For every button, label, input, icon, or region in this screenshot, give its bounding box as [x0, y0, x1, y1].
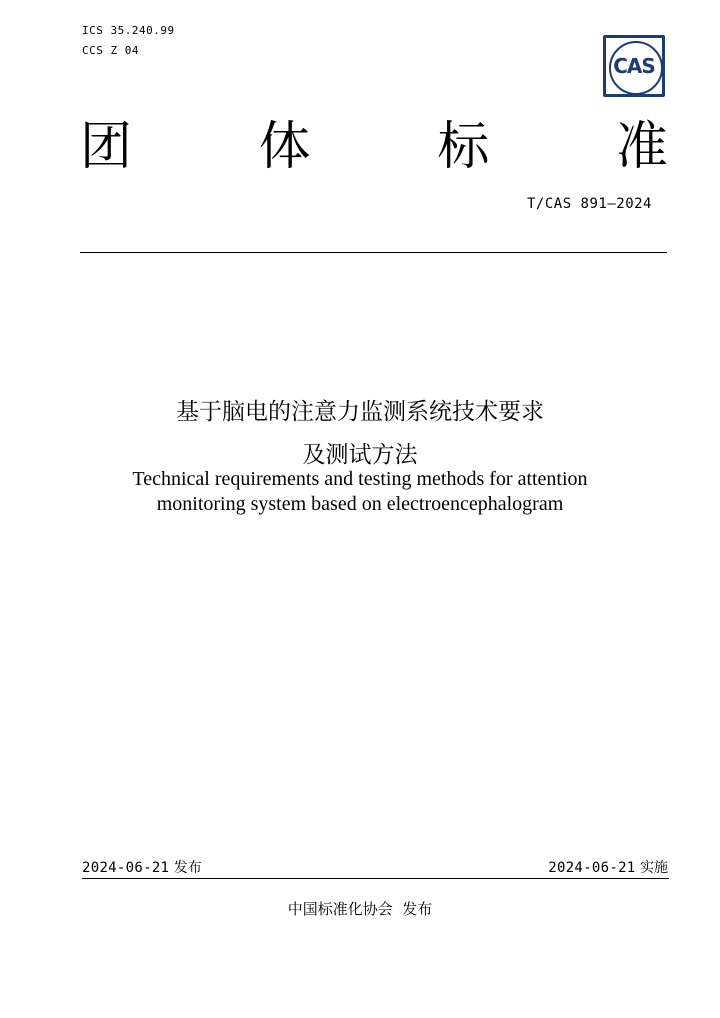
publisher: 中国标准化协会 发布 — [287, 900, 433, 918]
title-char-1: 团 — [80, 117, 133, 177]
title-char-4: 准 — [615, 117, 668, 177]
issue-date-label: 发布 — [173, 860, 202, 876]
implementation-date — [548, 857, 668, 877]
cas-logo — [603, 35, 665, 97]
issue-date — [82, 857, 202, 877]
ics-code: ICS 35.240.99 — [82, 24, 175, 37]
standard-number: T/CAS 891—2024 — [526, 196, 652, 212]
english-title-line-2: monitoring system based on electroencephalogram — [156, 493, 564, 515]
issue-date-value: 2024-06-21 — [82, 860, 170, 876]
english-title-line-1: Technical requirements and testing methods for attention — [132, 468, 588, 490]
title-char-2: 体 — [258, 117, 311, 177]
implementation-date-value: 2024-06-21 — [548, 860, 636, 876]
implementation-date-label: 实施 — [640, 860, 668, 876]
bottom-divider — [82, 878, 669, 879]
standard-type-title — [80, 112, 668, 182]
top-divider — [80, 252, 667, 253]
title-char-3: 标 — [437, 117, 490, 177]
ccs-code: CCS Z 04 — [82, 44, 139, 57]
logo-text: CAS — [613, 54, 655, 78]
chinese-title-line-2: 及测试方法 — [302, 442, 418, 468]
chinese-title-line-1: 基于脑电的注意力监测系统技术要求 — [176, 399, 544, 425]
